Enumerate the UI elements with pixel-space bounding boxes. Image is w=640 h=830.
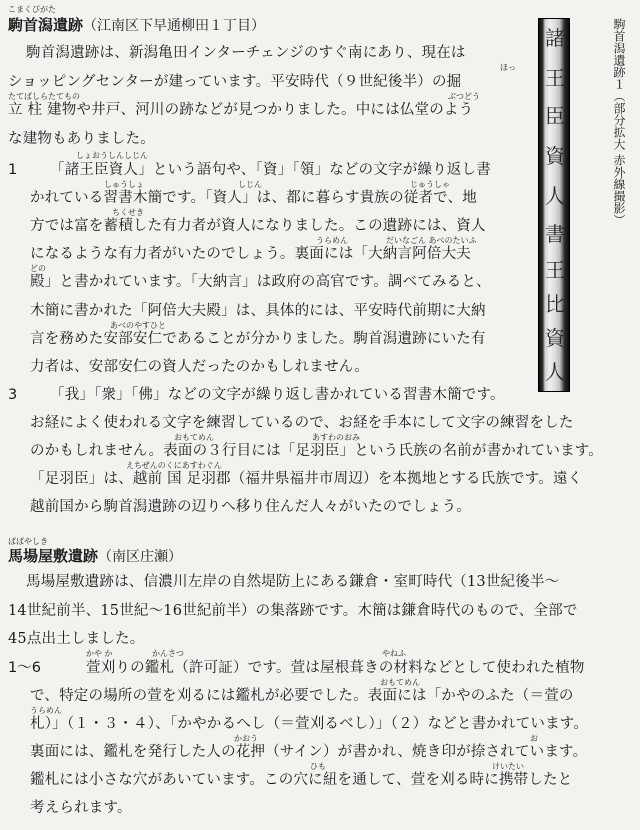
ruby-yane: やねふ bbox=[382, 649, 406, 658]
ruby-ura: うらめん bbox=[30, 706, 62, 715]
paragraph-line: になるような有力者がいたのでしょう。裏面には「大納言阿倍大夫 bbox=[30, 246, 471, 262]
paragraph-line: 越前国から駒首潟遺跡の辺りへ移り住んだ人々がいたのでしょう。 bbox=[30, 499, 471, 515]
ruby-shoouin: しょおうしんしじん bbox=[76, 151, 148, 160]
section-title-text: 駒首潟遺跡 bbox=[8, 16, 84, 34]
ruby-keitai: けいたい bbox=[492, 762, 524, 771]
tablet-character: 王 bbox=[545, 66, 565, 90]
paragraph-line: 方では富を蓄積した有力者が資人になりました。この遺跡には、資人 bbox=[30, 218, 486, 234]
ruby-shijin: しじん bbox=[238, 180, 262, 189]
ruby-asuwa: あすわのおみ bbox=[312, 433, 360, 442]
paragraph-line: 立 柱 建物や井戸、河川の跡などが見つかりました。中には仏堂のよう bbox=[8, 102, 474, 118]
section-title-text: 馬場屋敷遺跡 bbox=[8, 547, 99, 565]
ruby-dainagon: だいなごん あべのたいふ bbox=[386, 236, 477, 245]
tablet-character: 資 bbox=[545, 144, 565, 168]
paragraph-line: で、特定の場所の萱を刈るには鑑札が必要でした。表面には「かやのふた（＝萱の bbox=[30, 688, 574, 704]
section-title bbox=[8, 547, 182, 566]
paragraph-line: 言を務めた安部安仁であることが分かりました。駒首潟遺跡にいた有 bbox=[30, 331, 486, 347]
tablet-photo bbox=[538, 18, 570, 392]
ruby-chikuseki: ちくせき bbox=[112, 208, 144, 217]
paragraph-line: 木簡に書かれた「阿倍大夫殿」は、具体的には、平安時代前期に大納 bbox=[30, 303, 486, 319]
ruby-uramen: うらめん bbox=[316, 236, 348, 245]
item-number: 1〜6 bbox=[8, 660, 41, 676]
item-number: 3 bbox=[8, 387, 18, 403]
tablet-character: 王 bbox=[545, 258, 565, 282]
ruby-omote2: おもてめん bbox=[380, 678, 420, 687]
paragraph-line: のかもしれません。表面の３行目には「足羽臣」という氏族の名前が書かれています。 bbox=[30, 443, 604, 459]
paragraph-line: 鑑札には小さな穴があいています。この穴に紐を通して、萱を刈る時に携帯したと bbox=[30, 772, 573, 788]
section-location: （江南区下早通柳田１丁目） bbox=[83, 18, 266, 34]
ruby-kaya: かや か bbox=[86, 649, 113, 658]
paragraph-line: お経によく使われる文字を練習しているので、お経を手本にして文字の練習をした bbox=[30, 415, 574, 431]
paragraph-line: 駒首潟遺跡は、新潟亀田インターチェンジのすぐ南にあり、現在は bbox=[26, 45, 466, 61]
paragraph-line: ショッピングセンターが建っています。平安時代（９世紀後半）の掘 bbox=[8, 74, 462, 90]
tablet-character: 諸 bbox=[545, 26, 565, 50]
tablet-character: 臣 bbox=[545, 104, 565, 128]
paragraph-line: 「我」「衆」「佛」などの文字が繰り返し書かれている習書木簡です。 bbox=[50, 387, 505, 403]
title-ruby: ばばやしき bbox=[8, 537, 48, 546]
ruby-omote: おもてめん bbox=[174, 433, 214, 442]
paragraph-line: 考えられます。 bbox=[30, 800, 132, 816]
ruby-echizen: えちぜんのくにあすわぐん bbox=[126, 461, 222, 470]
ruby-kansatsu: かんさつ bbox=[152, 649, 184, 658]
paragraph-line: かれている習書木簡です。「資人」は、都に暮らす貴族の従者で、地 bbox=[30, 190, 477, 206]
ruby-butsudo: ぶつどう bbox=[448, 92, 480, 101]
paragraph-line: 14世紀前半、15世紀〜16世紀前半）の集落跡です。木簡は鎌倉時代のもので、全部で bbox=[8, 603, 578, 619]
paragraph-line: 「諸王臣資人」という語句や、「資」「領」などの文字が繰り返し書 bbox=[50, 162, 491, 178]
paragraph-line: 馬場屋敷遺跡は、信濃川左岸の自然堤防上にある鎌倉・室町時代（13世紀後半〜 bbox=[26, 574, 560, 590]
ruby-abe: あべのやすひと bbox=[110, 321, 166, 330]
ruby-hottate: ほっ bbox=[500, 63, 516, 72]
paragraph-line: 萱刈りの鑑札（許可証）です。萱は屋根葺きの材料などとして使われた植物 bbox=[86, 660, 585, 676]
paragraph-line: 札）」（１・３・４）、「かやかるへし（＝萱刈るべし）」（２）などと書かれています。 bbox=[30, 716, 589, 732]
paragraph-line: 殿」と書かれています。「大納言」は政府の高官です。調べてみると、 bbox=[30, 274, 491, 290]
paragraph-line: 「足羽臣」は、越前 国 足羽郡（福井県福井市周辺）を本拠地とする氏族です。遠く bbox=[30, 471, 583, 487]
item-number: 1 bbox=[8, 162, 18, 178]
paragraph-line: な建物もありました。 bbox=[8, 131, 155, 147]
paragraph-line: 力者は、安部安仁の資人だったのかもしれません。 bbox=[30, 359, 369, 375]
title-ruby: こまくびがた bbox=[8, 5, 56, 14]
photo-caption: 駒首潟遺跡１（部分拡大 赤外線撮影） bbox=[612, 18, 626, 226]
section-location: （南区庄瀬） bbox=[98, 549, 183, 565]
ruby-kao: かおう bbox=[234, 734, 258, 743]
ruby-tatebashira: たてばしらたてもの bbox=[8, 92, 80, 101]
tablet-character: 資 bbox=[545, 326, 565, 350]
tablet-character: 書 bbox=[545, 222, 565, 246]
ruby-himo: ひも bbox=[310, 762, 326, 771]
tablet-character: 比 bbox=[545, 292, 565, 316]
section-title bbox=[8, 16, 265, 35]
tablet-character: 人 bbox=[545, 184, 565, 208]
tablet-character: 人 bbox=[545, 360, 565, 384]
paragraph-line: 裏面には、鑑札を発行した人の花押（サイン）が書かれ、焼き印が捺されています。 bbox=[30, 744, 588, 760]
ruby-shusho: しゅうしょ bbox=[104, 180, 144, 189]
ruby-dono: どの bbox=[30, 264, 46, 273]
paragraph-line: 45点出土しました。 bbox=[8, 631, 145, 647]
ruby-osu: お bbox=[530, 734, 538, 743]
ruby-jusha: じゅうしゃ bbox=[410, 180, 450, 189]
